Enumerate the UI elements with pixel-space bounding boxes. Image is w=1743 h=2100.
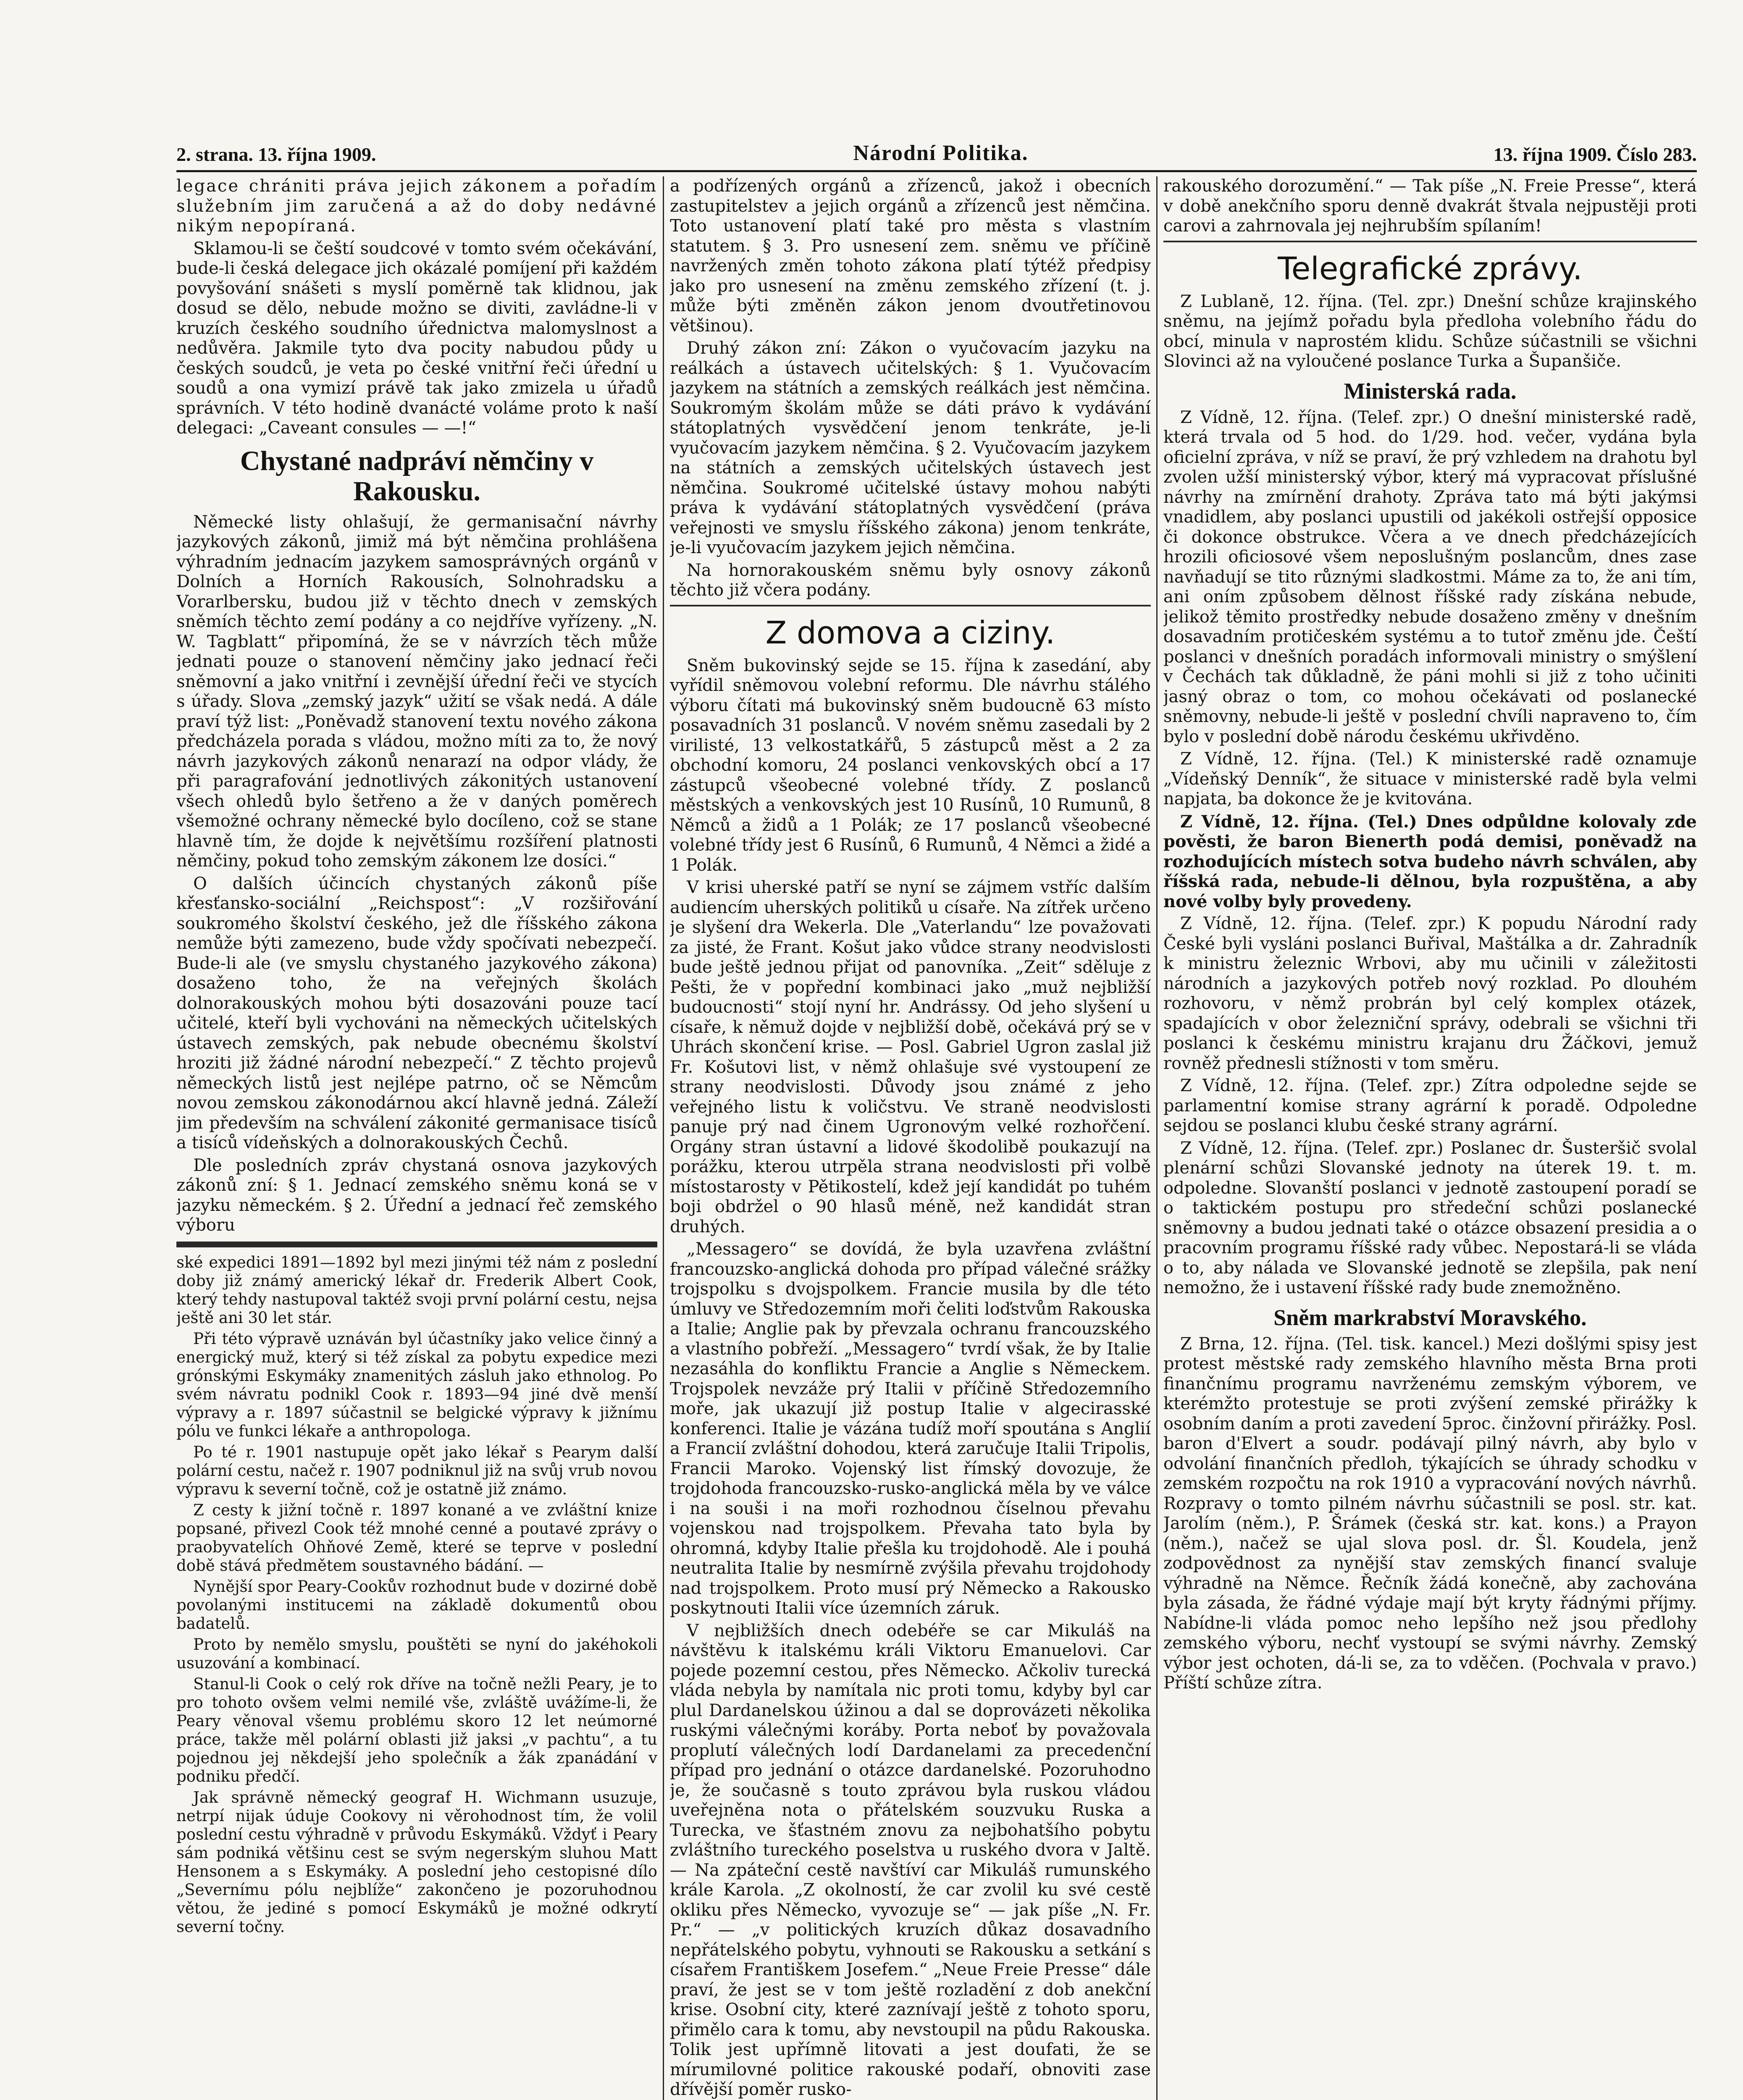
article-paragraph: Z Vídně, 12. října. (Telef. zpr.) Poslanec dr. Šusteršič svolal plenární schůzi Slovanské jednoty na úterek 19. t. m. odpoledne. Slovanští poslanci v jednotě zastoupení poradí se o taktickém postupu pro středeční schůzi poslanecké sněmovny a budou jednati také o otázce obsazení presidia a o pracovním programu říšské rady vůbec. Nepostará-li se vláda o to, aby nálada ve Slovanské jednotě se zlepšila, pak není nemožno, že i ustavení říšské rady bude znemožněno. xyxy=(1163,1138,1697,1297)
article-paragraph: „Messagero“ se dovídá, že byla uzavřena zvláštní francouzsko-anglická dohoda pro případ válečné srážky trojspolku s dvojspolkem. Francie musila by dle této úmluvy ve Středozemním moři čeliti loďstvům Rakouska a Italie; Anglie pak by převzala ochranu francouzského a vlastního pobřeží. „Messagero“ tvrdí však, že by Italie nezasáhla do konfliktu Francie a Anglie s Německem. Trojspolek nevzáže prý Italii v příčině Středozemního moře, jak ukazují již postup Italie v algecirasské konferenci. Italie je vázána tudíž moří spoutána s Anglií a Francií zvláštní dohodou, která zaručuje Italii Tripolis, Francii Maroko. Vojenský list římský dovozuje, že trojdohoda francouzsko-rusko-anglická měla by ve válce i na souši i na moři rozhodnou číselnou převahu vojenskou nad trojspolkem. Převaha tato byla by ohromná, kdyby Italie přešla ku trojdohodě. Ale i pouhá neutralita Italie by nesmírně zvýšila převahu trojdohody nad trojspolkem. Proto musí prý Německo a Rakousko poskytnouti Italii více územních záruk. xyxy=(670,1239,1151,1618)
section-rule xyxy=(670,605,1151,606)
article-paragraph: Z Vídně, 12. října. (Telef. zpr.) O dnešní ministerské radě, která trvala od 5 hod. do 1/29. hod. večer, vydána byla oficielní zpráva, v níž se praví, že prý vzhledem na drahotu byl zvolen užší ministerský výbor, který má vypracovat příslušné návrhy na zmírnění drahoty. Zpráva tato má býti jakýmsi vnadidlem, aby poslanci upustili od jakékoli ostřejší opposice či dokonce obstrukce. Včera a ve dnech předcházejících hrozili oficiosové všem neposlušným poslancům, dnes zase navňadují se tito různými sladkostmi. Máme za to, že ani tím, ani oním způsobem dělnost říšské rady získána nebude, jelikož těmito prostředky nebude dosaženo změny v dnešním dosavadním protičeském systému a to tutoř změnu jde. Čeští poslanci v dnešních poradách informovali ministry o smýšlení v Čechách tak důkladně, že páni mohli si již z toho učiniti jasný obraz o tom, co mohou očekávati od poslanecké sněmovny, nebude-li ještě v poslední chvíli napraveno to, čím bylo v poslední době národu českému ukřivděno. xyxy=(1163,407,1697,746)
article-paragraph: legace chrániti práva jejich zákonem a pořadím služebním jim zaručená a až do doby nedávné nikým nepopíraná. xyxy=(176,176,657,236)
column-2 xyxy=(670,176,1151,2100)
article-heading: Chystané nadpráví němčiny v Rakousku. xyxy=(240,445,594,507)
article-paragraph: Jak správně německý geograf H. Wichmann usuzuje, netrpí nijak úduje Cookovy ni věrohodnost tím, že volil poslední cestu výhradně v průvodu Eskymáků. Vždyť i Peary sám podniká většinu cest se svým negerským sluhou Matt Hensonem a s Eskymáky. A poslední jeho cestopisné dílo „Severnímu pólu nejblíže“ zakončeno je pozoruhodnou větou, že jediné s pomocí Eskymáků je možné odkrytí severní točny. xyxy=(176,1788,657,1936)
article-paragraph: Sněm bukovinský sejde se 15. října k zasedání, aby vyřídil sněmovou volební reformu. Dle návrhu stálého výboru čítati má bukovinský sněm budoucně 63 místo posavadních 31 poslanců. V novém sněmu zasedali by 2 virilisté, 13 velkostatkářů, 5 zástupců měst a 2 za obchodní komoru, 24 poslanci venkovských obcí a 17 zástupců všeobecné volebné třídy. Z poslanců městských a venkovských jest 10 Rusínů, 10 Rumunů, 8 Němců a židů a 1 Polák; ze 17 poslanců všeobecné volebné třídy jest 6 Rusínů, 6 Rumunů, 4 Němci a židé a 1 Polák. xyxy=(670,656,1151,875)
section-rule xyxy=(1163,241,1697,242)
article-paragraph: Stanul-li Cook o celý rok dříve na točně nežli Peary, je to pro tohoto ovšem velmi nemilé vše, zvláště uvážíme-li, že Peary věnoval všemu problému skoro 12 let neúmorné práce, takže měl polární oblasti již jaksi „v pachtu“, a tu pojednou jej někdejší jeho společník a žák zpanádání v podniku předčí. xyxy=(176,1675,657,1785)
article-paragraph: Z Lublaně, 12. října. (Tel. zpr.) Dnešní schůze krajinského sněmu, na jejímž pořadu byla předloha volebního řádu do obcí, minula v naprostém klidu. Schůze súčastnili se všichni Slovinci až na vyloučené poslance Turka a Šupanšiče. xyxy=(1163,291,1697,371)
column-divider xyxy=(663,176,664,2100)
page-header xyxy=(176,141,1697,172)
article-paragraph: Při této výpravě uznáván byl účastníky jako velice činný a energický muž, který si též získal za pobytu expedice mezi grónskými Eskymáky znamenitých zásluh jako ethnolog. Po svém návratu podnikl Cook r. 1893—94 jiné dvě menší výpravy a r. 1897 súčastnil se belgické výpravy k jižnímu pólu ve funkci lékaře a anthropologa. xyxy=(176,1329,657,1440)
article-paragraph: ské expedici 1891—1892 byl mezi jinými též nám z poslední doby již známý americký lékař dr. Frederik Albert Cook, který tehdy nastupoval taktéž svoji první polární cestu, nejsa ještě ani 30 let stár. xyxy=(176,1253,657,1327)
article-paragraph: Z cesty k jižní točně r. 1897 konané a ve zvláštní knize popsané, přivezl Cook též mnohé cenné a poutavé zprávy o praobyvatelích Ohňové Země, které se teprve v poslední době stává předmětem soustavného bádání. — xyxy=(176,1501,657,1575)
article-paragraph: Dle posledních zpráv chystaná osnova jazykových zákonů zní: § 1. Jednací zemského sněmu koná se v jazyku německém. § 2. Úřední a jednací řeč zemského výboru xyxy=(176,1155,657,1235)
article-paragraph: Z Vídně, 12. října. (Telef. zpr.) K popudu Národní rady České byli vysláni poslanci Buřival, Maštálka a dr. Zahradník k ministru železnic Wrbovi, aby mu učinili v záležitosti národních a jazykových potřeb nový rozklad. Po dlouhém rozhovoru, v němž probrán byl celý komplex otázek, spadajících v obor železniční správy, odebrali se všichni tři poslanci k českému ministru krajanu dru Žáčkovi, jemuž rovněž přednesli stížnosti v tom směru. xyxy=(1163,914,1697,1073)
article-paragraph: Z Vídně, 12. října. (Tel.) Dnes odpůldne kolovaly zde pověsti, že baron Bienerth podá demisi, poněvadž na rozhodujících místech sotva budeho návrh schválen, aby říšská rada, nebude-li dělnou, byla rozpuštěna, a aby nové volby byly provedeny. xyxy=(1163,811,1697,911)
article-paragraph: Z Vídně, 12. října. (Telef. zpr.) Zítra odpoledne sejde se parlamentní komise strany agrární k poradě. Odpoledne sejdou se poslanci klubu české strany agrární. xyxy=(1163,1076,1697,1135)
article-paragraph: Z Vídně, 12. října. (Tel.) K ministerské radě oznamuje „Vídeňský Denník“, že situace v ministerské radě byla velmi napjata, ba dokonce že je kvitována. xyxy=(1163,749,1697,808)
section-heading: Z domova a ciziny. xyxy=(765,614,1055,651)
section-rule xyxy=(176,1242,657,1247)
article-paragraph: Z Brna, 12. října. (Tel. tisk. kancel.) Mezi došlými spisy jest protest městské rady zemského hlavního města Brna proti finančnímu programu navrženému zemským výborem, ve kterémžto protestuje se proti zvýšení zemské přirážky k osobním daním a proti zavedení 5proc. činžovní přirážky. Posl. baron d'Elvert a soudr. podávají pilný návrh, aby bylo v odvolání finančních předloh, týkajících se úhrady schodku v zemském rozpočtu na rok 1910 a vypracování nových návrhů. Rozpravy o tomto pilném návrhu súčastnili se posl. str. kat. Jarolím (něm.), P. Šrámek (česká str. kat. kons.) a Prayon (něm.), načež se ujal slova posl. dr. Šl. Koudela, jenž zodpovědnost za nynější stav zemských financí svaluje výhradně na Němce. Řečník žádá konečně, aby zachována byla zásada, že řádné výdaje mají být kryty řádnými příjmy. Nabídne-li vláda pomoc neho lepšího než jsou předlohy zemského výboru, nechť vystoupí se svými návrhy. Zemský výbor jest ochoten, dá-li se, za to vděčen. (Pochvala v pravo.) Příští schůze zítra. xyxy=(1163,1334,1697,1693)
article-paragraph: V nejbližších dnech odebéře se car Mikuláš na návštěvu k italskému králi Viktoru Emanuelovi. Car pojede pozemní cestou, přes Německo. Ačkoliv turecká vláda nebyla by namítala nic proti tomu, kdyby byl car plul Dardanelskou úžinou a dal se doprovázeti několika ruskými válečnými koráby. Porta neboť by považovala proplutí válečných lodí Dardanelami za precedenční případ pro jednání o otázce dardanelské. Pozoruhodno je, že současně s touto zprávou byla ruskou vládou uveřejněna nota o přátelském souzvuku Ruska a Turecka, ve šťastném znovu za nejbohatšího pobytu zvláštního tureckého poselstva u ruského dvora v Jaltě. — Na zpáteční cestě navštíví car Mikuláš rumunského krále Karola. „Z okolností, že car zvolil ku své cestě okliku přes Německo, vyvozuje se“ — jak píše „N. Fr. Pr.“ — „v politických kruzích důkaz dosavadního nepřátelského pobytu, vyhnouti se Rakousku a setkání s císařem Františkem Josefem.“ „Neue Freie Presse“ dále praví, že jest se v tom ještě rozladění z dob anekční krise. Osobní city, které zaznívají ještě z tohoto sporu, přimělo cara k tomu, aby nevstoupil na půdu Rakouska. Tolik jest upřímně litovati a jest doufati, že se mírumilovné politice rakouské podaří, obnoviti zase dřívější poměr rusko- xyxy=(670,1621,1151,2099)
article-paragraph: rakouského dorozumění.“ — Tak píše „N. Freie Presse“, která v době anekčního sporu denně dvakrát štvala nejpustěji proti carovi a zahrnovala jej nejhrubším spílaním! xyxy=(1163,176,1697,236)
article-paragraph: Nynější spor Peary-Cookův rozhodnut bude v dozirné době povolanými institucemi na základě dokumentů obou badatelů. xyxy=(176,1577,657,1633)
masthead-title: Národní Politika. xyxy=(853,141,1029,165)
article-paragraph: Po té r. 1901 nastupuje opět jako lékař s Pearym další polární cestu, načež r. 1907 podniknul již na svůj vrub novou výpravu k severní točně, což je ostatně již známo. xyxy=(176,1443,657,1498)
subsection-heading: Ministerská rada. xyxy=(1344,378,1517,404)
article-paragraph: Na hornorakouském sněmu byly osnovy zákonů těchto již včera podány. xyxy=(670,560,1151,600)
column-1 xyxy=(176,176,657,2100)
column-divider xyxy=(1156,176,1158,2100)
article-paragraph: O dalších účincích chystaných zákonů píše křesťansko-sociální „Reichspost“: „V rozšiřování soukromého školství českého, jež dle říšského zákona nemůže býti zamezeno, bude vždy spočívati nebezpečí. Bude-li ale (ve smyslu chystaného jazykového zákona) dosaženo toho, že na veřejných školách dolnorakouských mohou býti dosazováni pouze tací učitelé, kteří byli vychováni na německých učitelských ústavech zemských, pak nebude obecnému školství hroziti již žádné národní nebezpečí.“ Z těchto projevů německých listů jest nejlépe patrno, oč se Němcům novou zemskou zákonodárnou akcí hlavně jedná. Záleží jim především na schválení zákonité germanisace tisíců a tisíců vídeňských a dolnorakouských Čechů. xyxy=(176,874,657,1152)
page-date: 2. strana. 13. října 1909. xyxy=(176,144,376,165)
article-paragraph: Proto by nemělo smyslu, pouštěti se nyní do jakéhokoli usuzování a kombinací. xyxy=(176,1635,657,1672)
article-paragraph: a podřízených orgánů a zřízenců, jakož i obecních zastupitelstev a jejich orgánů a zřízenců jest němčina. Toto ustanovení platí také pro města s vlastním statutem. § 3. Pro usnesení zem. sněmu ve příčině navržených změn tohoto zákona platí týtéž předpisy jako pro usnesení na změnu zemského zřízení (t. j. může býti změněn zákon jenom dvoutřetinovou většinou). xyxy=(670,176,1151,336)
column-3 xyxy=(1163,176,1697,2100)
issue-number: 13. října 1909. Číslo 283. xyxy=(1493,144,1697,165)
article-paragraph: Německé listy ohlašují, že germanisační návrhy jazykových zákonů, jimiž má být němčina prohlášena výhradním jednacím jazykem samosprávných orgánů v Dolních a Horních Rakousích, Solnohradsku a Vorarlbersku, budou již v těchto dnech v zemských sněmích těchto zemí podány a co nejdříve vyřízeny. „N. W. Tagblatt“ připomíná, že se v návrzích těch může jednati pouze o stanovení němčiny jako jednací řeči sněmovní a jako vnitřní i zevnější úřední řeči ve stycích s úřady. Slova „zemský jazyk“ užití se však nedá. A dále praví týž list: „Poněvadž stanovení textu nového zákona předcházela porada s vládou, možno míti za to, že nový návrh jazykových zákonů nenarazí na odpor vlády, že při paragrafování jednotlivých zákonitých ustanovení všech ohledů bylo šetřeno a že v daných poměrech všemožné ochrany německé bylo docíleno, což se stane hlavně tím, že dojde k největšímu rozšíření platnosti němčiny, pokud toho zemským zákonem lze dosíci.“ xyxy=(176,512,657,871)
article-paragraph: V krisi uherské patří se nyní se zájmem vstříc dalším audiencím uherských politiků u císaře. Na zítřek určeno je slyšení dra Wekerla. Dle „Vaterlandu“ lze považovati za jisté, že Frant. Košut jako vůdce strany neodvislosti bude ještě jednou přijat od panovníka. „Zeit“ sděluje z Pešti, že v popřední kombinaci jako „muž nejbližší budoucnosti“ stojí nyní hr. Andrássy. Od jeho slyšení u císaře, k němuž dojde v nejbližší době, očekává prý se v Uhrách skončení krise. — Posl. Gabriel Ugron zaslal již Fr. Košutovi list, v němž ohlašuje své vystoupení ze strany neodvislosti. Důvody jsou známé z jeho veřejného listu k voličstvu. Ve straně neodvislosti panuje prý nad činem Ugronovým velké rozhořčení. Orgány stran ústavní a lidové škodolibě poukazují na porážku, kterou utrpěla strana neodvislosti při volbě místostarosty v Pětikostelí, kdež její kandidát po tuhém boji obdržel o 90 hlasů méně, než kandidát stran druhých. xyxy=(670,878,1151,1236)
article-paragraph: Druhý zákon zní: Zákon o vyučovacím jazyku na reálkách a ústavech učitelských: § 1. Vyučovacím jazykem na státních a zemských reálkách jest němčina. Soukromým školám může se dáti právo k vydávání státoplatných vysvědčení jenom tenkráte, je-li vyučovacím jazykem němčina. § 2. Vyučovacím jazykem na státních a zemských učitelských ústavech jest němčina. Soukromé učitelské ústavy mohou nabýti práva k vydávání státoplatných vysvědčení (práva veřejnosti ve smyslu říšského zákona) jenom tenkráte, je-li vyučovacím jazykem jejich němčina. xyxy=(670,339,1151,557)
section-heading: Telegrafické zprávy. xyxy=(1278,250,1583,287)
subsection-heading: Sněm markrabství Moravského. xyxy=(1273,1305,1587,1330)
newspaper-page xyxy=(176,141,1697,2100)
article-paragraph: Sklamou-li se čeští soudcové v tomto svém očekávání, bude-li česká delegace jich okázalé pomíjení při každém povyšování snášeti s myslí poměrně tak klidnou, jak dosud se dělo, nebude možno se diviti, zavládne-li v kruzích českého soudního úřednictva malomyslnost a nedůvěra. Jakmile tyto dva pocity nabudou půdy u českých soudců, je veta po české vnitřní řeči úřední u soudů a ona vymizí právě tak jako zmizela u úřadů správních. V této hodině dvanácté voláme proto k naší delegaci: „Caveant consules — —!“ xyxy=(176,239,657,438)
